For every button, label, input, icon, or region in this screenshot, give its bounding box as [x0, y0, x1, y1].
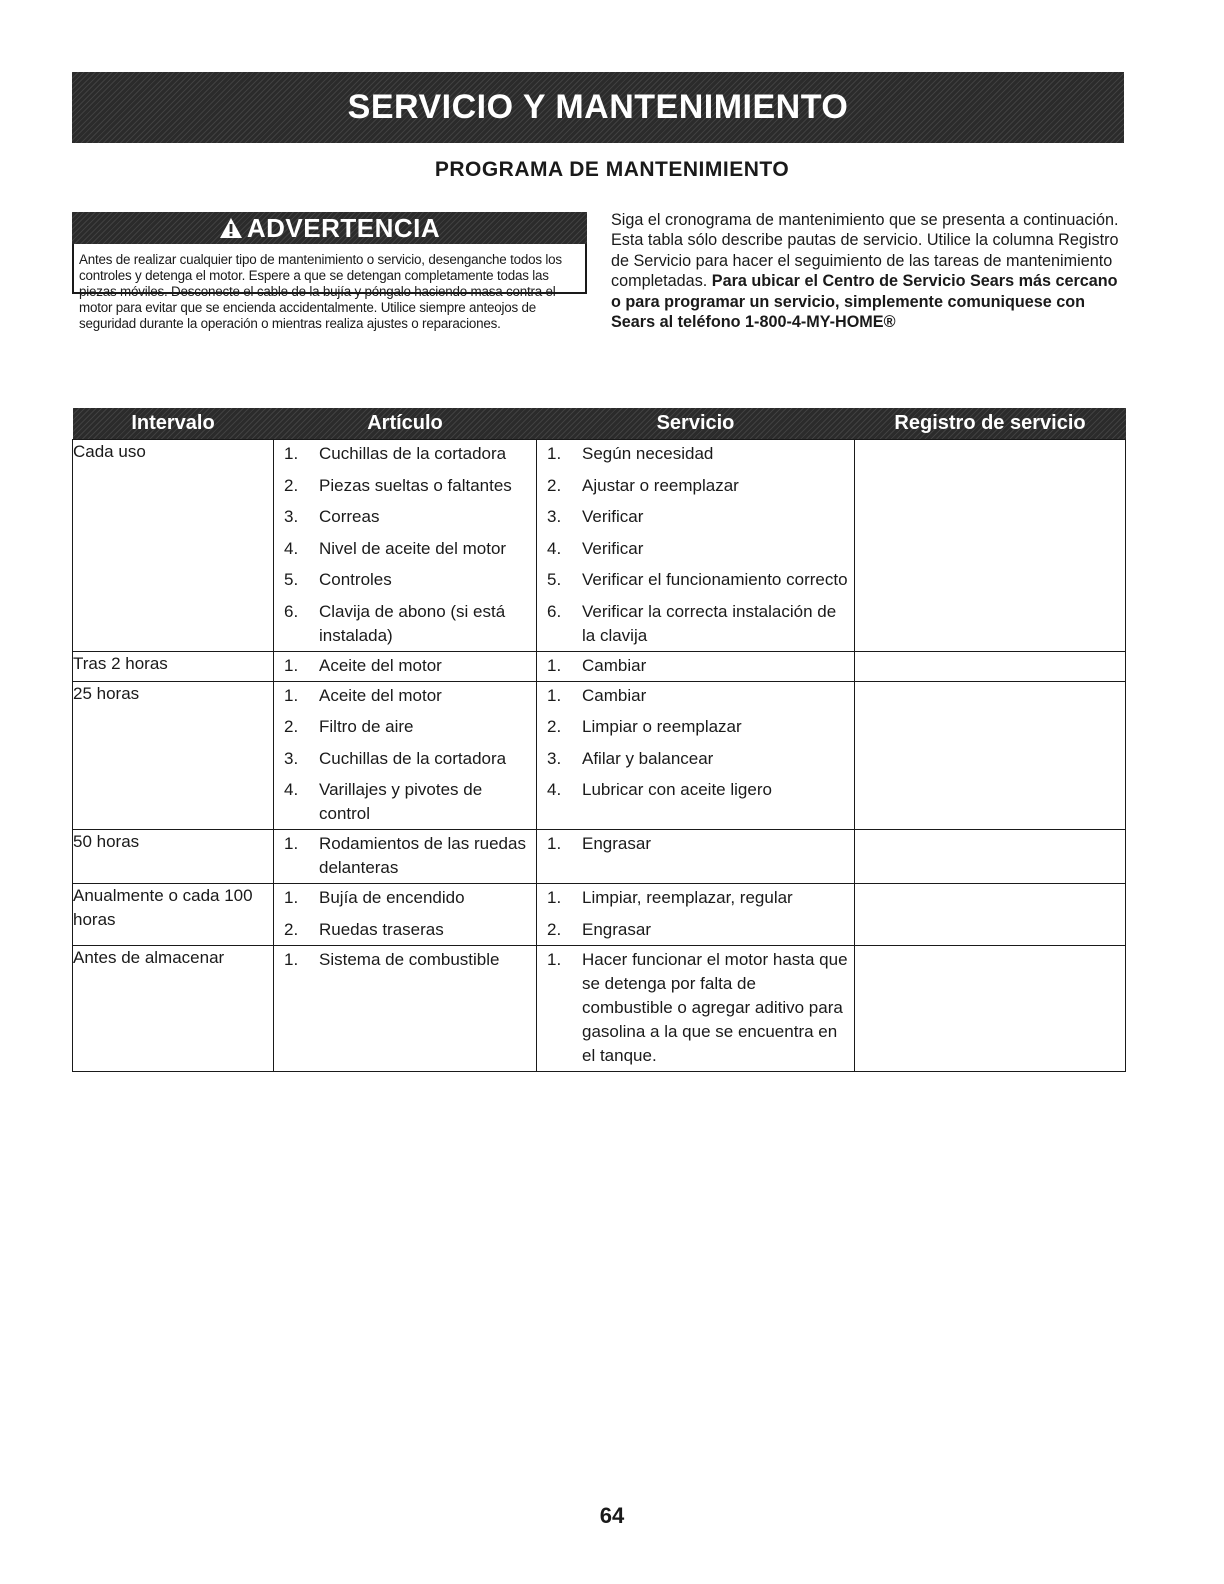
list-item: [274, 568, 536, 592]
section-banner: [72, 72, 1124, 143]
article-cell: [274, 830, 537, 884]
warning-text: Antes de realizar cualquier tipo de mantenimiento o servicio, desenganche todos los controles y detenga el motor. Espere a que se detengan completamente todas las piezas móviles. Desconecte el cable de la bujía y póngalo haciendo masa contra el motor para evitar que se encienda accidentalmente. Utilice siempre anteojos de seguridad durante la operación o mientras realiza ajustes o reparaciones.: [79, 252, 562, 331]
list-item: [537, 474, 854, 498]
column-header-service-record: Registro de servicio: [894, 412, 1086, 434]
service-text: Afilar y balancear: [582, 748, 714, 768]
list-item: [274, 505, 536, 529]
table-header-row: [73, 408, 1126, 440]
item-number: 1.: [284, 444, 299, 463]
item-number: 1.: [547, 444, 562, 463]
service-record-cell: [855, 440, 1126, 652]
article-text: Clavija de abono (si está instalada): [319, 601, 506, 645]
list-item: [274, 537, 536, 561]
service-text: Hacer funcionar el motor hasta que se detenga por falta de combustible o agregar aditivo para gasolina a la que se encuentra en el tanque.: [582, 949, 848, 1065]
item-number: 2.: [547, 717, 562, 736]
service-text: Verificar: [582, 538, 644, 558]
item-number: 3.: [547, 507, 562, 526]
list-item: [537, 684, 854, 708]
article-text: Piezas sueltas o faltantes: [319, 475, 512, 495]
intro-bold-text: Para ubicar el Centro de Servicio Sears más cercano o para programar un servicio, simplemente comuniquese con Sears al teléfono 1-800-4-MY-HOME®: [611, 272, 1118, 332]
list-item: [537, 778, 854, 802]
article-cell: [274, 945, 537, 1071]
item-number: 6.: [547, 601, 562, 621]
interval-cell: Anualmente o cada 100 horas: [73, 884, 274, 946]
article-text: Sistema de combustible: [319, 949, 500, 969]
page-subtitle: PROGRAMA DE MANTENIMIENTO: [434, 158, 790, 181]
table-row: [73, 651, 1126, 681]
item-number: 1.: [284, 685, 299, 705]
list-item: [537, 654, 854, 678]
service-text: Según necesidad: [582, 444, 714, 463]
list-item: [274, 948, 536, 972]
article-text: Correas: [319, 507, 380, 526]
article-text: Nivel de aceite del motor: [319, 538, 507, 558]
service-text: Ajustar o reemplazar: [582, 475, 739, 495]
intro-text: Siga el cronograma de mantenimiento que se presenta a continuación. Esta tabla sólo describe pautas de servicio. Utilice la columna Registro de Servicio para hacer el seguimiento de las tareas de mantenimiento completadas.: [611, 211, 1119, 291]
item-number: 1.: [284, 949, 299, 969]
list-item: [537, 886, 854, 910]
item-number: 2.: [284, 475, 299, 495]
service-cell: [537, 681, 855, 830]
item-number: 4.: [284, 538, 299, 558]
warning-triangle-icon: [219, 217, 243, 239]
item-number: 1.: [284, 888, 299, 907]
article-cell: [274, 681, 537, 830]
interval-cell: Cada uso: [73, 440, 274, 652]
service-cell: [537, 440, 855, 652]
article-cell: [274, 884, 537, 946]
item-number: 2.: [547, 475, 562, 495]
table-row: [73, 830, 1126, 884]
article-text: Bujía de encendido: [319, 888, 465, 907]
article-text: Ruedas traseras: [319, 919, 444, 939]
article-cell: [274, 651, 537, 681]
service-text: Lubricar con aceite ligero: [582, 780, 772, 799]
article-text: Controles: [319, 570, 392, 589]
table-row: [73, 945, 1126, 1071]
list-item: [274, 886, 536, 910]
list-item: [537, 918, 854, 942]
article-text: Aceite del motor: [319, 655, 442, 675]
list-item: [274, 474, 536, 498]
section-title: SERVICIO Y MANTENIMIENTO: [347, 88, 849, 126]
list-item: [274, 442, 536, 466]
service-text: Verificar la correcta instalación de la clavija: [582, 601, 837, 645]
list-item: [537, 505, 854, 529]
article-text: Filtro de aire: [319, 717, 414, 736]
warning-header: [72, 212, 587, 244]
list-item: [274, 684, 536, 708]
list-item: [274, 747, 536, 771]
service-text: Cambiar: [582, 685, 647, 705]
item-number: 3.: [547, 748, 562, 768]
interval-cell: Tras 2 horas: [73, 651, 274, 681]
item-number: 6.: [284, 601, 299, 621]
item-number: 5.: [284, 570, 299, 589]
list-item: [274, 832, 536, 880]
service-text: Engrasar: [582, 834, 651, 853]
list-item: [537, 537, 854, 561]
article-cell: [274, 440, 537, 652]
item-number: 1.: [547, 685, 562, 705]
list-item: [537, 715, 854, 739]
article-text: Cuchillas de la cortadora: [319, 748, 507, 768]
warning-title: ADVERTENCIA: [246, 212, 441, 243]
service-record-cell: [855, 945, 1126, 1071]
table-row: [73, 681, 1126, 830]
interval-cell: 50 horas: [73, 830, 274, 884]
service-text: Cambiar: [582, 655, 647, 675]
warning-box: [72, 212, 587, 331]
item-number: 1.: [547, 655, 562, 675]
list-item: [274, 918, 536, 942]
service-text: Verificar: [582, 507, 644, 526]
service-text: Limpiar, reemplazar, regular: [582, 888, 793, 907]
article-text: Rodamientos de las ruedas delanteras: [319, 834, 526, 877]
article-text: Varillajes y pivotes de control: [319, 780, 483, 823]
service-record-cell: [855, 651, 1126, 681]
service-record-cell: [855, 830, 1126, 884]
table-row: [73, 884, 1126, 946]
item-number: 2.: [284, 717, 299, 736]
article-text: Cuchillas de la cortadora: [319, 444, 507, 463]
item-number: 1.: [547, 949, 562, 969]
item-number: 4.: [547, 780, 562, 799]
list-item: [274, 715, 536, 739]
table-row: [73, 440, 1126, 652]
item-number: 2.: [284, 919, 299, 939]
list-item: [274, 654, 536, 678]
item-number: 1.: [547, 834, 562, 853]
item-number: 1.: [284, 834, 299, 853]
column-header-interval: Intervalo: [131, 412, 215, 434]
list-item: [537, 747, 854, 771]
service-record-cell: [855, 681, 1126, 830]
item-number: 4.: [547, 538, 562, 558]
service-cell: [537, 830, 855, 884]
interval-cell: Antes de almacenar: [73, 945, 274, 1071]
item-number: 3.: [284, 507, 299, 526]
service-record-cell: [855, 884, 1126, 946]
item-number: 1.: [547, 888, 562, 907]
list-item: [274, 600, 536, 648]
item-number: 2.: [547, 919, 562, 939]
column-header-service: Servicio: [656, 412, 735, 434]
intro-paragraph: [611, 210, 1127, 332]
item-number: 3.: [284, 748, 299, 768]
list-item: [537, 442, 854, 466]
service-text: Limpiar o reemplazar: [582, 717, 742, 736]
maintenance-schedule-table: [72, 408, 1126, 1072]
service-text: Engrasar: [582, 919, 651, 939]
list-item: [537, 568, 854, 592]
list-item: [537, 600, 854, 648]
item-number: 5.: [547, 570, 562, 589]
list-item: [274, 778, 536, 826]
service-cell: [537, 651, 855, 681]
column-header-article: Artículo: [367, 412, 443, 434]
interval-cell: 25 horas: [73, 681, 274, 830]
item-number: 1.: [284, 655, 299, 675]
service-cell: [537, 884, 855, 946]
service-cell: [537, 945, 855, 1071]
list-item: [537, 948, 854, 1068]
article-text: Aceite del motor: [319, 685, 442, 705]
page-number: 64: [599, 1503, 625, 1528]
service-text: Verificar el funcionamiento correcto: [582, 570, 848, 589]
item-number: 4.: [284, 780, 299, 799]
list-item: [537, 832, 854, 856]
